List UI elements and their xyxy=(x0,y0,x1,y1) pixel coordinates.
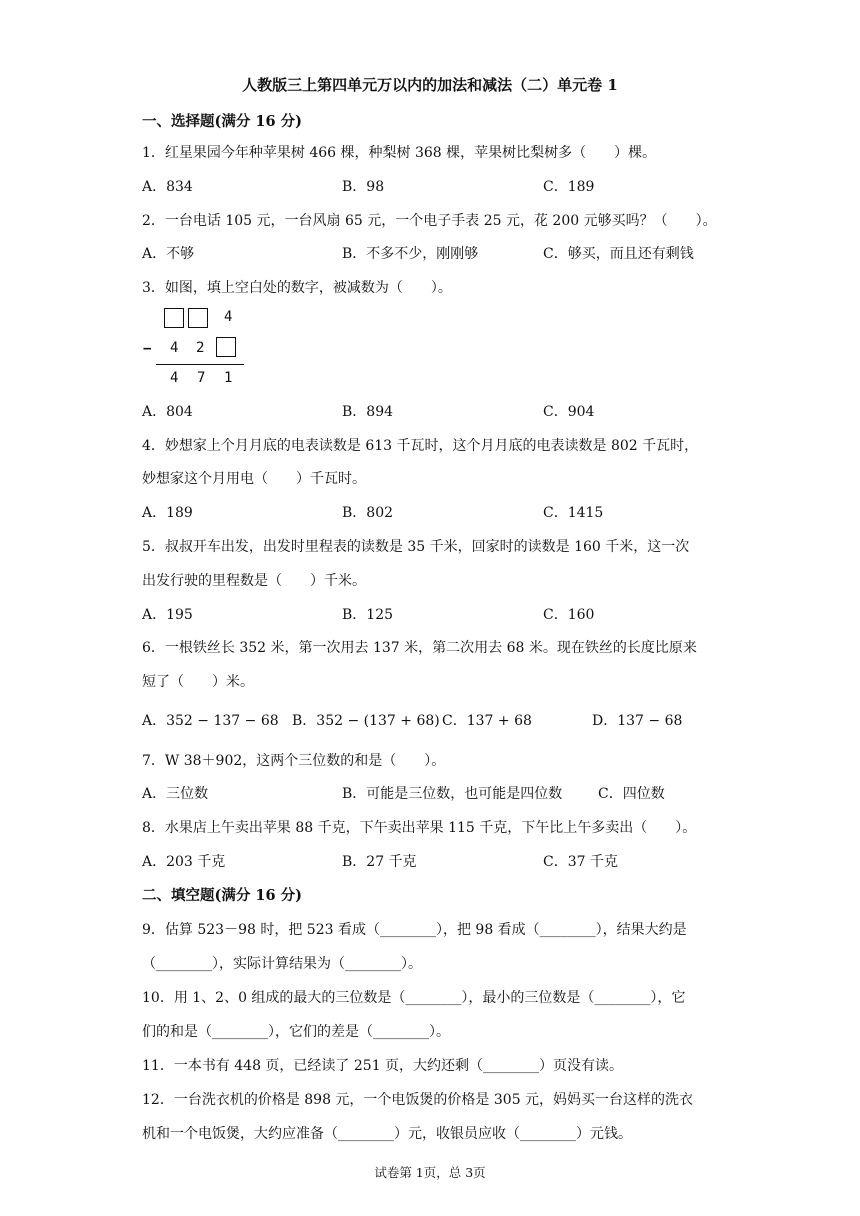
digit: 2 xyxy=(196,340,205,356)
option-c: C．37 千克 xyxy=(543,854,618,870)
blank-box xyxy=(216,337,236,357)
option-a: A．352 − 137 − 68 xyxy=(142,713,279,729)
option-c: C．160 xyxy=(543,607,595,623)
option-a: A．203 千克 xyxy=(142,854,226,870)
question-7-options xyxy=(142,783,722,803)
digit: 4 xyxy=(170,370,179,386)
result-line xyxy=(156,364,244,365)
question-6-line-1: 6．一根铁丝长 352 米，第一次用去 137 米，第二次用去 68 米。现在铁丝的长度比原来 xyxy=(142,640,697,656)
subtraction-figure xyxy=(140,300,250,392)
option-a: A．三位数 xyxy=(142,786,209,802)
question-4-line-2: 妙想家这个月用电（ ）千瓦时。 xyxy=(142,471,366,487)
question-4-options xyxy=(142,502,722,522)
option-c: C．1415 xyxy=(543,505,604,521)
option-a: A．189 xyxy=(142,505,193,521)
digit: 4 xyxy=(224,309,233,325)
option-b: B．894 xyxy=(342,404,394,420)
minus-sign: − xyxy=(143,341,152,357)
option-b: B．可能是三位数，也可能是四位数 xyxy=(342,786,563,802)
question-11: 11．一本书有 448 页，已经读了 251 页，大约还剩（________）页没有读。 xyxy=(142,1058,624,1074)
question-10-line-2: 们的和是（________），它们的差是（________）。 xyxy=(142,1024,450,1040)
question-8: 8．水果店上午卖出苹果 88 千克，下午卖出苹果 115 千克，下午比上午多卖出（ ）。 xyxy=(142,820,697,836)
question-10-line-1: 10．用 1、2、0 组成的最大的三位数是（________），最小的三位数是（________），它 xyxy=(142,990,686,1006)
option-b: B．27 千克 xyxy=(342,854,417,870)
question-2-options xyxy=(142,243,722,263)
page-footer: 试卷第 1页，总 3页 xyxy=(374,1165,486,1180)
question-9-line-2: （________），实际计算结果为（________）。 xyxy=(142,956,422,972)
option-b: B．125 xyxy=(342,607,394,623)
option-b: B．802 xyxy=(342,505,394,521)
option-c: C．够买，而且还有剩钱 xyxy=(543,246,694,262)
question-6-options xyxy=(142,710,722,730)
question-4-line-1: 4．妙想家上个月月底的电表读数是 613 千瓦时，这个月月底的电表读数是 802 千瓦时， xyxy=(142,438,699,454)
blank-box xyxy=(164,308,184,328)
option-c: C．137 + 68 xyxy=(442,713,532,729)
question-5-line-1: 5．叔叔开车出发，出发时里程表的读数是 35 千米，回家时的读数是 160 千米，这一次 xyxy=(142,539,690,555)
question-9-line-1: 9．估算 523－98 时，把 523 看成（________），把 98 看成（________），结果大约是 xyxy=(142,922,687,938)
question-12-line-1: 12．一台洗衣机的价格是 898 元，一个电饭煲的价格是 305 元，妈妈买一台这样的洗衣 xyxy=(142,1092,694,1108)
question-8-options xyxy=(142,851,722,871)
option-a: A．195 xyxy=(142,607,193,623)
question-12-line-2: 机和一个电饭煲，大约应准备（________）元，收银员应收（________）元钱。 xyxy=(142,1126,632,1142)
question-1-options xyxy=(142,176,722,196)
option-c: C．189 xyxy=(543,179,595,195)
question-6-line-2: 短了（ ）米。 xyxy=(142,674,254,690)
digit: 7 xyxy=(197,370,206,386)
question-1: 1．红星果园今年种苹果树 466 棵，种梨树 368 棵，苹果树比梨树多（ ）棵。 xyxy=(142,145,657,161)
question-3: 3．如图，填上空白处的数字，被减数为（ ）。 xyxy=(142,280,452,296)
option-c: C．四位数 xyxy=(598,786,665,802)
question-3-options xyxy=(142,401,722,421)
page-title: 人教版三上第四单元万以内的加法和减法（二）单元卷 1 xyxy=(242,76,618,94)
blank-box xyxy=(188,308,208,328)
digit: 4 xyxy=(170,340,179,356)
section-heading-choice: 一、选择题(满分 16 分) xyxy=(142,113,302,130)
digit: 1 xyxy=(224,370,233,386)
option-a: A．834 xyxy=(142,179,193,195)
question-2: 2．一台电话 105 元，一台风扇 65 元，一个电子手表 25 元，花 200 元够买吗？（ ）。 xyxy=(142,213,717,229)
section-heading-fill: 二、填空题(满分 16 分) xyxy=(142,887,302,904)
option-a: A．804 xyxy=(142,404,193,420)
question-5-line-2: 出发行驶的里程数是（ ）千米。 xyxy=(142,573,366,589)
option-a: A．不够 xyxy=(142,246,195,262)
question-5-options xyxy=(142,604,722,624)
option-c: C．904 xyxy=(543,404,595,420)
option-d: D．137 − 68 xyxy=(592,713,683,729)
option-b: B．不多不少，刚刚够 xyxy=(342,246,479,262)
question-7: 7．W 38＋902，这两个三位数的和是（ ）。 xyxy=(142,753,446,769)
option-b: B．98 xyxy=(342,179,385,195)
option-b: B．352 − (137 + 68) xyxy=(292,713,440,729)
